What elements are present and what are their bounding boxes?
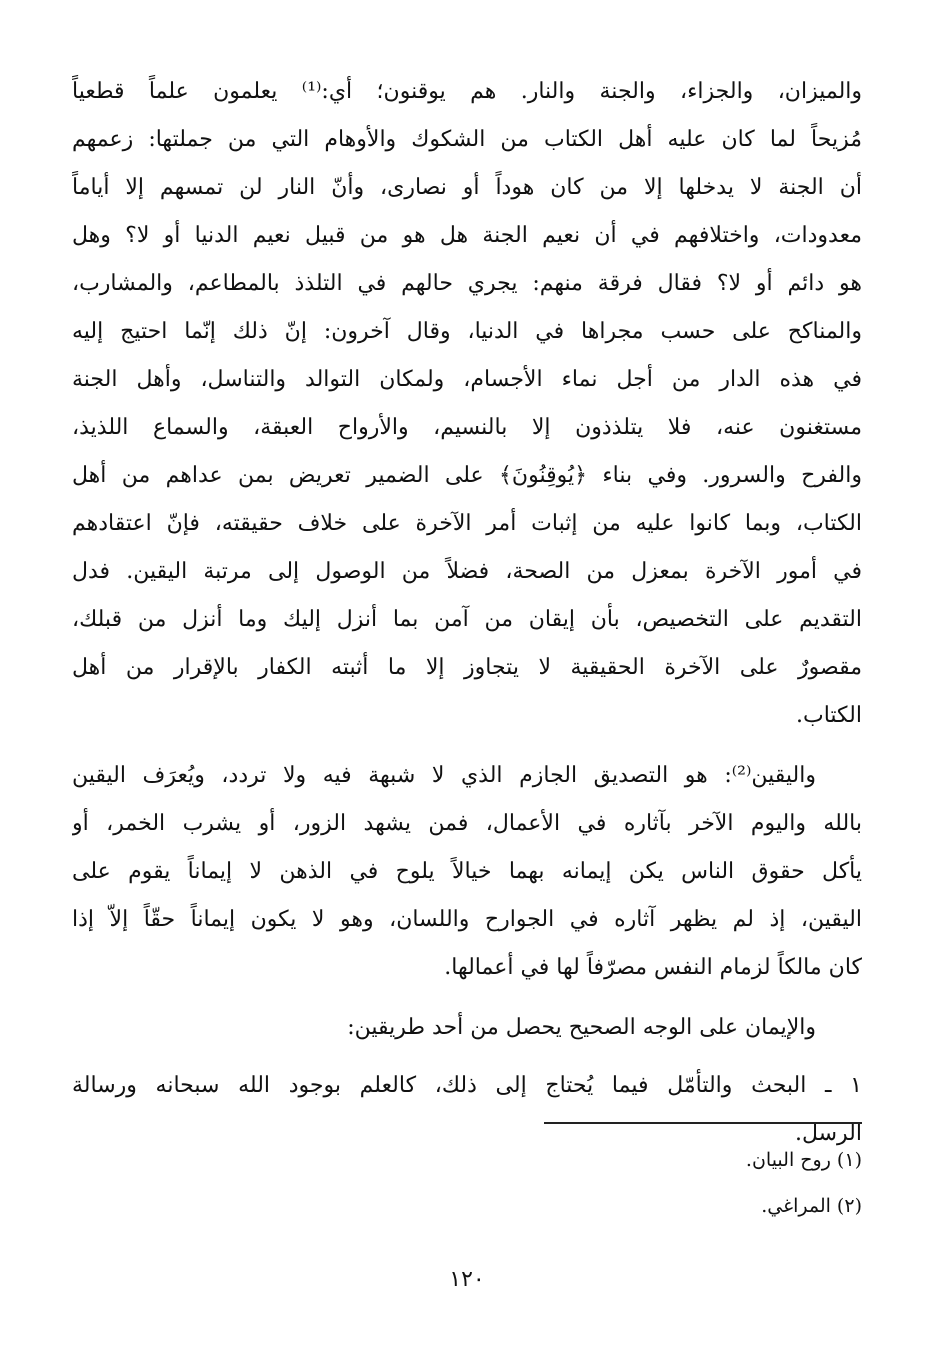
paragraph-1-line-12: التقديم على التخصيص، بأن إيقان من آمن بما أنزل إليك وما أنزل من قبلك، bbox=[72, 607, 862, 632]
paragraph-1-line-13: مقصورٌ على الآخرة الحقيقية لا يتجاوز إلا ما أثبته الكفار بالإقرار من أهل bbox=[72, 655, 862, 680]
paragraph-1-line-7: في هذه الدار من أجل نماء الأجسام، ولمكان التوالد والتناسل، وأهل الجنة bbox=[72, 367, 862, 392]
paragraph-1-line-1: والميزان، والجزاء، والجنة والنار. هم يوقنون؛ أي:⁽¹⁾ يعلمون علماً قطعياً bbox=[72, 79, 862, 104]
paragraph-2-line-5: كان مالكاً لزمام النفس مصرّفاً لها في أعمالها. bbox=[444, 955, 862, 980]
paragraph-1-line-11: في أمور الآخرة بمعزل من الصحة، فضلاً من الوصول إلى مرتبة اليقين. فدل bbox=[72, 559, 862, 584]
paragraph-1-line-6: والمناكح على حسب مجراها في الدنيا، وقال آخرون: إنّ ذلك إنّما احتيج إليه bbox=[72, 319, 862, 344]
paragraph-2-line-2: بالله واليوم الآخر بآثاره في الأعمال، فمن يشهد الزور، أو يشرب الخمر، أو bbox=[72, 811, 862, 836]
paragraph-4-line-2: الرسل. bbox=[794, 1121, 862, 1146]
paragraph-1-line-8: مستغنون عنه، فلا يتلذذون إلا بالنسيم، والأرواح العبقة، والسماع اللذيذ، bbox=[72, 415, 862, 440]
paragraph-1-line-2: مُزيحاً لما كان عليه أهل الكتاب من الشكوك والأوهام التي من جملتها: زعمهم bbox=[72, 127, 862, 152]
paragraph-1-line-3: أن الجنة لا يدخلها إلا من كان هوداً أو نصارى، وأنّ النار لن تمسهم إلا أياماً bbox=[72, 175, 862, 200]
footnote-1: (١) روح البيان. bbox=[745, 1149, 862, 1171]
paragraph-4-line-1: ١ ـ البحث والتأمّل فيما يُحتاج إلى ذلك، كالعلم بوجود الله سبحانه ورسالة bbox=[72, 1073, 862, 1098]
paragraph-2-line-4: اليقين، إذ لم يظهر آثاره في الجوارح واللسان، وهو لا يكون إيماناً حقّاً إلاّ إذا bbox=[72, 907, 862, 932]
paragraph-1-line-9: والفرح والسرور. وفي بناء ﴿يُوقِنُونَ﴾ على الضمير تعريض بمن عداهم من أهل bbox=[72, 463, 862, 488]
paragraph-1-line-10: الكتاب، وبما كانوا عليه من إثبات أمر الآخرة على خلاف حقيقته، فإنّ اعتقادهم bbox=[72, 511, 862, 536]
footnote-2: (٢) المراغي. bbox=[761, 1195, 862, 1217]
paragraph-1-line-14: الكتاب. bbox=[795, 703, 862, 728]
paragraph-1-line-5: هو دائم أو لا؟ فقال فرقة منهم: يجري حالهم في التلذذ بالمطاعم، والمشارب، bbox=[72, 271, 862, 296]
page-number: ١٢٠ bbox=[449, 1267, 485, 1292]
paragraph-2-line-3: يأكل حقوق الناس يكن إيمانه بهما خيالاً يلوح في الذهن لا إيماناً يقوم على bbox=[72, 859, 862, 884]
footnote-divider bbox=[544, 1122, 862, 1124]
paragraph-3-line-1: والإيمان على الوجه الصحيح يحصل من أحد طريقين: bbox=[347, 1015, 816, 1040]
paragraph-2-line-1: واليقين⁽²⁾: هو التصديق الجازم الذي لا شبهة فيه ولا تردد، ويُعرَف اليقين bbox=[72, 763, 816, 788]
paragraph-1-line-4: معدودات، واختلافهم في أن نعيم الجنة هل هو من قبيل نعيم الدنيا أو لا؟ وهل bbox=[72, 223, 862, 248]
